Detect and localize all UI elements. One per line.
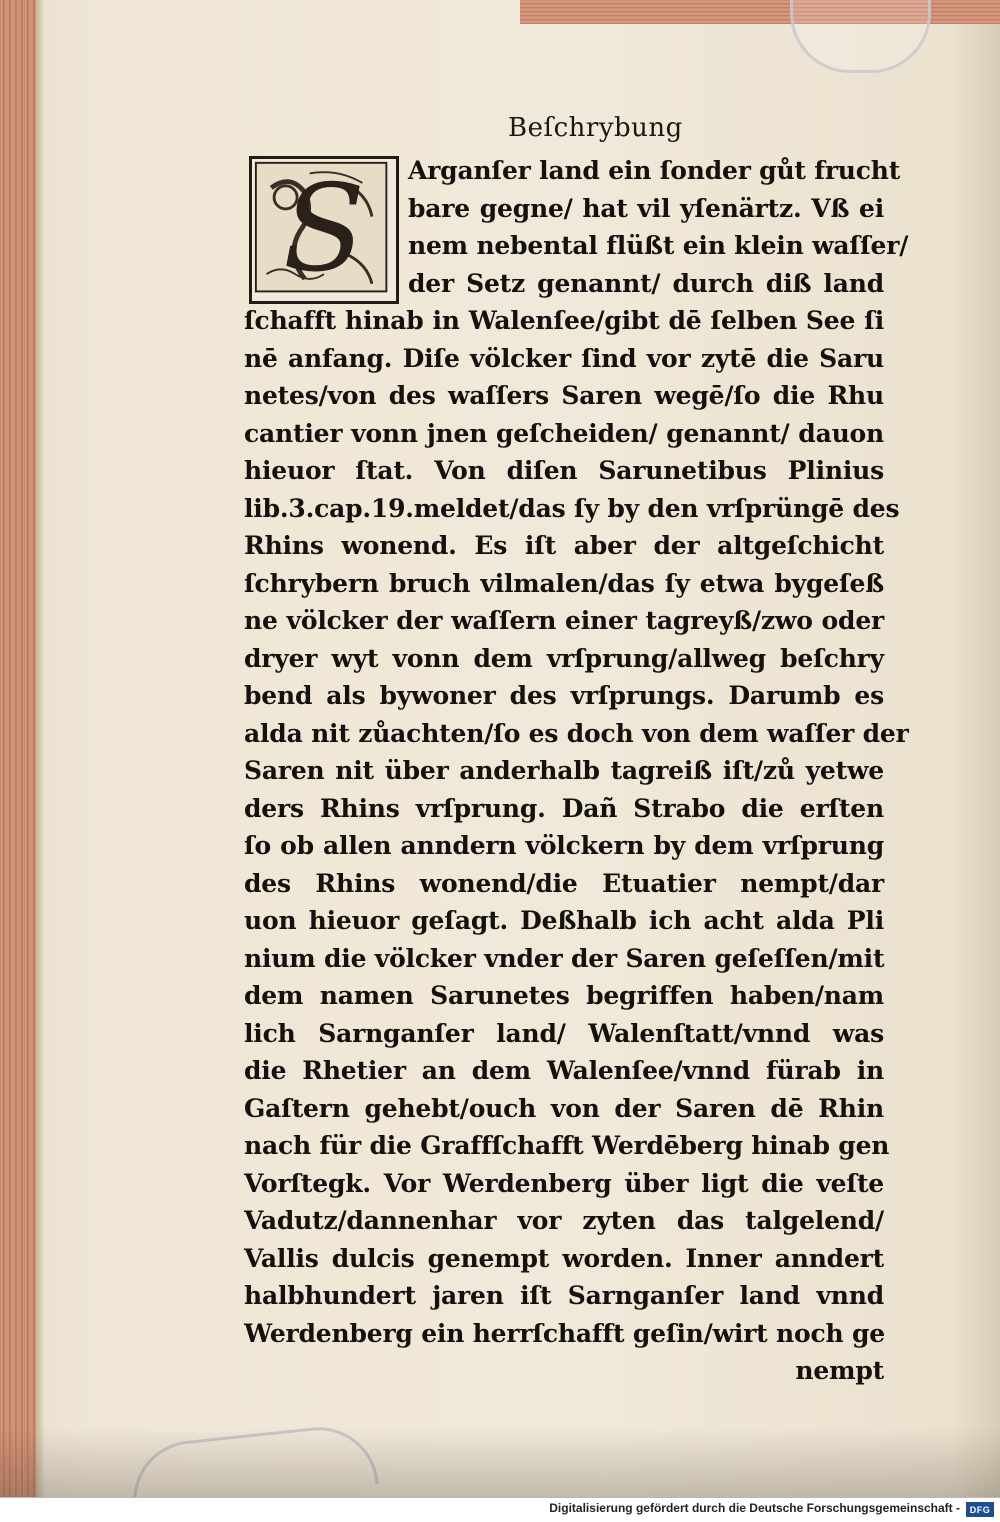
text-line: ſchafft hinab in Walenſee/gibt dē ſelben See ſi [244, 306, 884, 335]
text-line: Gaſtern gehebt/ouch von der Saren dē Rhin [244, 1093, 884, 1123]
dfg-logo: DFG [966, 1502, 994, 1517]
footer-credit: Digitalisierung gefördert durch die Deutsche Forschungsgemeinschaft - [549, 1501, 960, 1515]
text-line: Saren nit über anderhalb tagreiß iſt/zů yetwe [244, 756, 884, 785]
text-line: nach für die Graffſchafft Werdēberg hinab gen [244, 1131, 890, 1160]
text-line: bend als bywoner des vrſprungs. Darumb es [244, 681, 884, 710]
text-line: Vallis dulcis genempt worden. Inner anndert [244, 1243, 884, 1273]
initial-letter: S [282, 160, 366, 299]
page-clip-top [790, 0, 931, 73]
book-gutter [36, 0, 44, 1497]
text-line: dryer wyt vonn dem vrſprung/allweg beſchry [244, 643, 884, 673]
text-line: ſchrybern bruch vilmalen/das ſy etwa bygeſeß [244, 568, 884, 598]
text-line: netes/von des waſſers Saren wegē/ſo die Rhu [244, 381, 884, 410]
text-line: Rhins wonend. Es iſt aber der altgeſchicht [244, 531, 884, 560]
text-line: ſo ob allen anndern völckern by dem vrſprung [244, 831, 884, 860]
text-line: Vorſtegk. Vor Werdenberg über ligt die veſte [244, 1168, 884, 1198]
text-line: alda nit zůachten/ſo es doch von dem waſſer der [244, 718, 909, 748]
text-line: lib.3.cap.19.meldet/das ſy by den vrſprüngē des [244, 493, 900, 523]
text-line: cantier vonn jnen geſcheiden/ genannt/ dauon [244, 418, 884, 448]
text-line: hieuor ſtat. Von diſen Sarunetibus Plinius [244, 456, 884, 485]
body-text [244, 152, 909, 1390]
book-edge-left [0, 0, 36, 1497]
text-line: des Rhins wonend/die Etuatier nempt/dar [244, 868, 884, 898]
text-line: dem namen Sarunetes begriffen haben/nam [244, 981, 884, 1010]
text-line: Arganſer land ein ſonder gůt frucht [408, 156, 901, 185]
catchword: nempt [795, 1356, 884, 1385]
running-head: Beſchrybung [508, 113, 683, 143]
text-line: ders Rhins vrſprung. Dañ Strabo die erſten [244, 793, 884, 823]
text-line: Werdenberg ein herrſchafft geſin/wirt noch ge [244, 1318, 885, 1348]
text-line: nem nebental flüßt ein klein waſſer/ [408, 231, 909, 260]
text-line: bare gegne/ hat vil yſenärtz. Vß ei [408, 193, 884, 223]
text-line: Vadutz/dannenhar vor zyten das talgelend/ [244, 1206, 884, 1235]
text-line: die Rhetier an dem Walenſee/vnnd fürab in [244, 1056, 884, 1085]
text-line: nē anfang. Diſe völcker ſind vor zytē die Saru [244, 343, 884, 373]
text-line: ne völcker der waſſern einer tagreyß/zwo oder [244, 606, 884, 635]
page-shadow [0, 1427, 1000, 1497]
text-line: halbhundert jaren iſt Sarnganſer land vnnd [244, 1281, 884, 1310]
text-line: der Setz genannt/ durch diß land [408, 268, 884, 298]
text-line: lich Sarnganſer land/ Walenſtatt/vnnd was [244, 1018, 884, 1048]
digitization-footer [0, 1497, 1000, 1522]
text-line: uon hieuor geſagt. Deßhalb ich acht alda Pli [244, 906, 884, 935]
text-line: nium die völcker vnder der Saren geſeſſen/mit [244, 943, 885, 973]
